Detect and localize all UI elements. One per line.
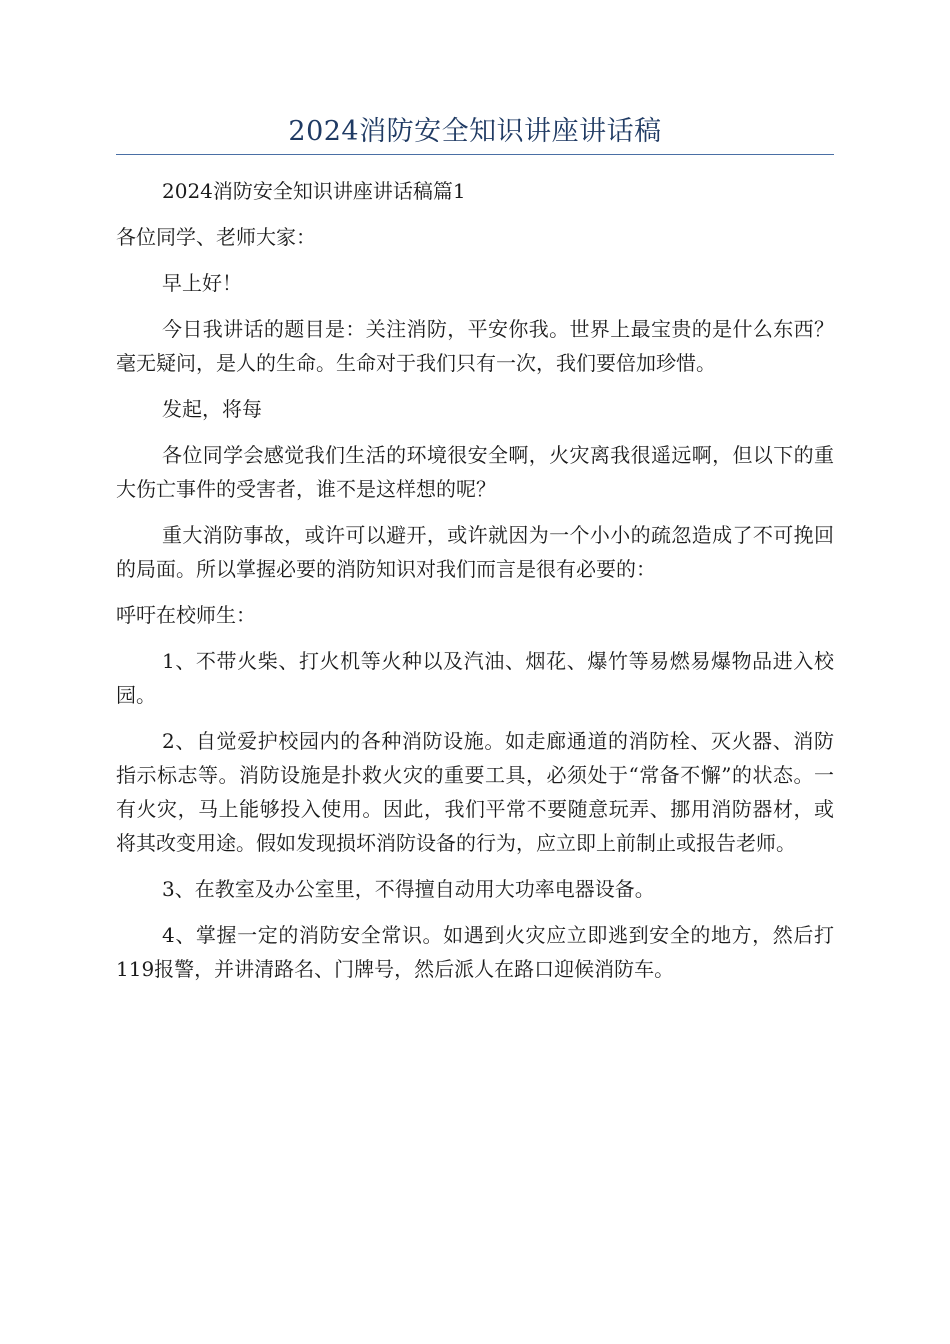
paragraph-topic: 今日我讲话的题目是：关注消防，平安你我。世界上最宝贵的是什么东西？毫无疑问，是人的生命。生命对于我们只有一次，我们要倍加珍惜。 — [116, 317, 834, 375]
list-item-2: 2、自觉爱护校园内的各种消防设施。如走廊通道的消防栓、灭火器、消防指示标志等。消防设施是扑救火灾的重要工具，必须处于“常备不懈”的状态。一有火灾，马上能够投入使用。因此，我们平常不要随意玩弄、挪用消防器材，或将其改变用途。假如发现损坏消防设备的行为，应立即上前制止或报告老师。 — [116, 729, 834, 855]
greeting: 早上好！ — [162, 271, 242, 295]
document-body — [116, 174, 834, 998]
list-item-4: 4、掌握一定的消防安全常识。如遇到火灾应立即逃到安全的地方，然后打119报警，并讲清路名、门牌号，然后派人在路口迎候消防车。 — [116, 923, 834, 981]
list-item-1: 1、不带火柴、打火机等火种以及汽油、烟花、爆竹等易燃易爆物品进入校园。 — [116, 649, 834, 707]
section-heading: 2024消防安全知识讲座讲话稿篇1 — [162, 179, 466, 203]
paragraph-fragment: 发起，将每 — [162, 397, 262, 421]
appeal-heading: 呼吁在校师生： — [116, 603, 256, 627]
title-divider — [116, 154, 834, 155]
document-title: 2024消防安全知识讲座讲话稿 — [288, 116, 662, 147]
paragraph-accidents: 重大消防事故，或许可以避开，或许就因为一个小小的疏忽造成了不可挽回的局面。所以掌握必要的消防知识对我们而言是很有必要的： — [116, 523, 834, 581]
paragraph-environment: 各位同学会感觉我们生活的环境很安全啊，火灾离我很遥远啊，但以下的重大伤亡事件的受害者，谁不是这样想的呢？ — [116, 443, 834, 501]
salutation: 各位同学、老师大家： — [116, 225, 316, 249]
list-item-3: 3、在教室及办公室里，不得擅自动用大功率电器设备。 — [162, 877, 655, 901]
